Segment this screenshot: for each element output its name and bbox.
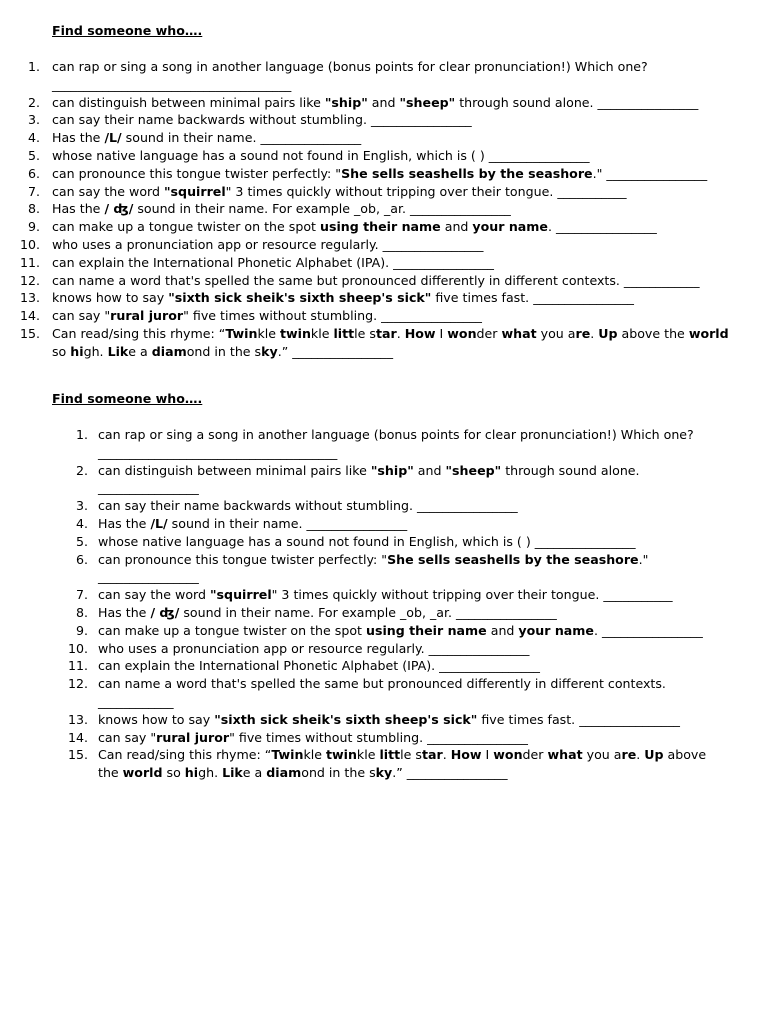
text-segment: can explain the International Phonetic Alphabet (IPA). ________________ bbox=[98, 658, 540, 674]
text-segment: e a bbox=[128, 343, 152, 359]
item-text bbox=[98, 622, 720, 640]
text-segment: . bbox=[636, 747, 645, 763]
text-segment: five times fast. ________________ bbox=[477, 711, 680, 727]
bold-phrase: world bbox=[688, 325, 729, 341]
text-segment: Has the bbox=[52, 130, 105, 146]
text-segment: can name a word that's spelled the same but pronounced differently in different contexts. ____________ bbox=[98, 676, 666, 709]
item-text bbox=[98, 533, 720, 551]
text-segment: . ________________ bbox=[593, 622, 703, 638]
text-segment: e a bbox=[242, 765, 267, 781]
text-segment: le s bbox=[400, 747, 422, 763]
text-segment: and bbox=[486, 622, 519, 638]
text-segment: sound in their name. For example _ob, _ar. ________________ bbox=[179, 604, 557, 620]
text-segment: Can read/sing this rhyme: “ bbox=[98, 747, 272, 763]
bold-phrase: re bbox=[575, 325, 591, 341]
item-text bbox=[98, 462, 720, 498]
list-item bbox=[0, 533, 720, 551]
list-item bbox=[0, 200, 730, 218]
item-number: 11. bbox=[19, 254, 40, 270]
text-segment: . ________________ bbox=[547, 219, 657, 235]
bold-phrase: / ʤ/ bbox=[150, 604, 180, 620]
item-text bbox=[52, 236, 730, 254]
text-segment: ." ________________ bbox=[592, 165, 708, 181]
bold-phrase: / ʤ/ bbox=[104, 201, 134, 217]
text-segment: can rap or sing a song in another language (bonus points for clear pronunciation!) Which one? ______________________________________ bbox=[98, 427, 694, 460]
text-segment: can say the word bbox=[98, 587, 210, 603]
text-segment: can make up a tongue twister on the spot bbox=[98, 622, 366, 638]
bold-phrase: ky bbox=[375, 765, 393, 781]
item-number: 7. bbox=[75, 587, 88, 603]
text-segment: you a bbox=[582, 747, 622, 763]
item-number: 2. bbox=[75, 462, 88, 478]
list-item bbox=[0, 426, 720, 462]
text-segment: ." ________________ bbox=[98, 551, 649, 585]
item-text bbox=[98, 426, 720, 462]
list-item bbox=[0, 462, 720, 498]
bold-phrase: litt bbox=[379, 747, 401, 763]
list-item bbox=[0, 58, 730, 94]
bold-phrase: Lik bbox=[107, 343, 129, 359]
list-item bbox=[0, 711, 720, 729]
item-text bbox=[98, 729, 720, 747]
list-item bbox=[0, 129, 730, 147]
bold-phrase: "sixth sick sheik's sixth sheep's sick" bbox=[214, 711, 478, 727]
text-segment: Has the bbox=[98, 604, 151, 620]
text-segment: and bbox=[367, 94, 400, 110]
bold-phrase: twin bbox=[325, 747, 357, 763]
item-text bbox=[52, 165, 730, 183]
item-text bbox=[98, 497, 720, 515]
list-item bbox=[0, 657, 720, 675]
text-segment: . bbox=[442, 747, 451, 763]
list-item bbox=[0, 622, 720, 640]
bold-phrase: Lik bbox=[222, 765, 243, 781]
text-segment: so bbox=[52, 343, 71, 359]
bold-phrase: Up bbox=[644, 747, 664, 763]
list-item bbox=[0, 746, 720, 782]
item-number: 3. bbox=[27, 112, 40, 128]
item-text bbox=[98, 586, 720, 604]
text-segment: " 3 times quickly without tripping over their tongue. ___________ bbox=[271, 587, 673, 603]
text-segment: kle bbox=[303, 747, 326, 763]
item-number: 15. bbox=[19, 325, 40, 341]
text-segment: .” ________________ bbox=[277, 343, 393, 359]
bold-phrase: rural juror bbox=[110, 308, 184, 324]
item-text bbox=[52, 325, 730, 361]
text-segment: and bbox=[440, 219, 473, 235]
item-number: 8. bbox=[75, 604, 88, 620]
item-text bbox=[52, 289, 730, 307]
item-text bbox=[98, 551, 720, 587]
item-number: 1. bbox=[27, 59, 40, 74]
bold-phrase: /L/ bbox=[150, 515, 168, 531]
text-segment: above the bbox=[617, 325, 689, 341]
text-segment: sound in their name. For example _ob, _ar. ________________ bbox=[133, 201, 511, 217]
text-segment: " 3 times quickly without tripping over their tongue. ___________ bbox=[225, 183, 627, 199]
item-number: 3. bbox=[75, 498, 88, 514]
bold-phrase: what bbox=[547, 747, 583, 763]
text-segment: kle bbox=[257, 325, 280, 341]
text-segment: knows how to say bbox=[98, 711, 215, 727]
list-item bbox=[0, 307, 730, 325]
list-item bbox=[0, 147, 730, 165]
item-number: 4. bbox=[27, 130, 40, 146]
list-item bbox=[0, 183, 730, 201]
item-number: 13. bbox=[67, 711, 88, 727]
section1-title: Find someone who…. bbox=[52, 23, 203, 38]
list-item bbox=[0, 236, 730, 254]
text-segment: can say the word bbox=[52, 183, 164, 199]
item-text bbox=[52, 147, 730, 165]
bold-phrase: ky bbox=[261, 343, 278, 359]
text-segment: knows how to say bbox=[52, 290, 169, 306]
bold-phrase: Twin bbox=[225, 325, 258, 341]
text-segment: .” ________________ bbox=[392, 765, 508, 781]
text-segment: der bbox=[522, 747, 548, 763]
item-text bbox=[52, 307, 730, 325]
item-number: 4. bbox=[75, 515, 88, 531]
bold-phrase: your name bbox=[472, 219, 548, 235]
bold-phrase: How bbox=[450, 747, 482, 763]
text-segment: can say " bbox=[52, 308, 111, 324]
text-segment: whose native language has a sound not found in English, which is ( ) ________________ bbox=[52, 147, 590, 163]
bold-phrase: "squirrel bbox=[210, 587, 272, 603]
item-number: 9. bbox=[27, 219, 40, 235]
text-segment: and bbox=[413, 462, 446, 478]
bold-phrase: tar bbox=[421, 747, 443, 763]
list-item bbox=[0, 515, 720, 533]
item-text bbox=[52, 58, 730, 94]
bold-phrase: won bbox=[493, 747, 523, 763]
bold-phrase: twin bbox=[279, 325, 311, 341]
bold-phrase: She sells seashells by the seashore bbox=[387, 551, 639, 567]
bold-phrase: "sixth sick sheik's sixth sheep's sick" bbox=[168, 290, 432, 306]
list-item bbox=[0, 272, 730, 290]
text-segment: ond in the s bbox=[186, 343, 262, 359]
text-segment: Can read/sing this rhyme: “ bbox=[52, 325, 226, 341]
list-item bbox=[0, 218, 730, 236]
list-item bbox=[0, 325, 730, 361]
bold-phrase: hi bbox=[70, 343, 84, 359]
item-text bbox=[52, 94, 730, 112]
text-segment: gh. bbox=[83, 343, 108, 359]
text-segment: le s bbox=[354, 325, 376, 341]
item-number: 10. bbox=[67, 640, 88, 656]
item-text bbox=[52, 183, 730, 201]
text-segment: you a bbox=[536, 325, 576, 341]
item-text bbox=[52, 272, 730, 290]
text-segment: can say their name backwards without stumbling. ________________ bbox=[98, 498, 518, 514]
item-number: 14. bbox=[67, 729, 88, 745]
text-segment: I bbox=[435, 325, 448, 341]
list-item bbox=[0, 551, 720, 587]
text-segment: Has the bbox=[98, 515, 151, 531]
item-text bbox=[52, 200, 730, 218]
text-segment: so bbox=[162, 765, 185, 781]
item-number: 13. bbox=[19, 290, 40, 306]
item-number: 12. bbox=[19, 272, 40, 288]
text-segment: above the bbox=[98, 747, 707, 781]
item-text bbox=[98, 515, 720, 533]
bold-phrase: "ship" bbox=[370, 462, 414, 478]
text-segment: ond in the s bbox=[301, 765, 376, 781]
text-segment: sound in their name. ________________ bbox=[167, 515, 408, 531]
text-segment: kle bbox=[356, 747, 380, 763]
text-segment: whose native language has a sound not found in English, which is ( ) ________________ bbox=[98, 533, 636, 549]
text-segment: Has the bbox=[52, 201, 105, 217]
bold-phrase: hi bbox=[184, 765, 199, 781]
text-segment: through sound alone. ________________ bbox=[98, 462, 640, 496]
item-number: 7. bbox=[27, 183, 40, 199]
list-item bbox=[0, 94, 730, 112]
bold-phrase: using their name bbox=[320, 219, 441, 235]
text-segment: . bbox=[590, 325, 599, 341]
text-segment: can make up a tongue twister on the spot bbox=[52, 219, 320, 235]
bold-phrase: your name bbox=[518, 622, 594, 638]
bold-phrase: re bbox=[621, 747, 637, 763]
bold-phrase: world bbox=[122, 765, 163, 781]
item-text bbox=[98, 711, 720, 729]
item-text bbox=[98, 604, 720, 622]
list-item bbox=[0, 729, 720, 747]
list-item bbox=[0, 586, 720, 604]
text-segment: can distinguish between minimal pairs like bbox=[98, 462, 371, 478]
bold-phrase: tar bbox=[375, 325, 397, 341]
item-number: 10. bbox=[19, 236, 40, 252]
bold-phrase: "sheep" bbox=[399, 94, 456, 110]
text-segment: can rap or sing a song in another language (bonus points for clear pronunciation!) Which one? ______________________________________ bbox=[52, 59, 648, 92]
text-segment: " five times without stumbling. ________________ bbox=[229, 729, 528, 745]
item-number: 2. bbox=[27, 94, 40, 110]
bold-phrase: won bbox=[447, 325, 477, 341]
item-number: 5. bbox=[27, 147, 40, 163]
text-segment: I bbox=[481, 747, 494, 763]
bold-phrase: "ship" bbox=[324, 94, 368, 110]
item-text bbox=[98, 640, 720, 658]
bold-phrase: Twin bbox=[271, 747, 304, 763]
item-text bbox=[52, 111, 730, 129]
item-text bbox=[52, 254, 730, 272]
item-number: 6. bbox=[27, 165, 40, 181]
item-number: 14. bbox=[19, 308, 40, 324]
item-number: 1. bbox=[75, 427, 88, 442]
text-segment: . bbox=[396, 325, 405, 341]
item-number: 9. bbox=[75, 622, 88, 638]
item-text bbox=[98, 746, 720, 782]
text-segment: der bbox=[476, 325, 502, 341]
bold-phrase: /L/ bbox=[104, 130, 122, 146]
list-item bbox=[0, 497, 720, 515]
section1-list bbox=[0, 58, 730, 361]
item-text bbox=[52, 218, 730, 236]
text-segment: who uses a pronunciation app or resource regularly. ________________ bbox=[52, 236, 484, 252]
list-item bbox=[0, 604, 720, 622]
bold-phrase: "sheep" bbox=[445, 462, 502, 478]
item-number: 12. bbox=[67, 676, 88, 692]
list-item bbox=[0, 675, 720, 711]
section2-title: Find someone who…. bbox=[52, 391, 203, 406]
text-segment: gh. bbox=[198, 765, 223, 781]
list-item bbox=[0, 165, 730, 183]
text-segment: " five times without stumbling. ________________ bbox=[183, 308, 482, 324]
bold-phrase: How bbox=[404, 325, 436, 341]
item-text bbox=[98, 675, 720, 711]
item-text bbox=[98, 657, 720, 675]
item-number: 5. bbox=[75, 533, 88, 549]
text-segment: can distinguish between minimal pairs like bbox=[52, 94, 325, 110]
item-number: 8. bbox=[27, 201, 40, 217]
bold-phrase: diam bbox=[151, 343, 187, 359]
bold-phrase: Up bbox=[598, 325, 618, 341]
item-number: 6. bbox=[75, 551, 88, 567]
text-segment: five times fast. ________________ bbox=[431, 290, 634, 306]
list-item bbox=[0, 254, 730, 272]
list-item bbox=[0, 289, 730, 307]
bold-phrase: "squirrel bbox=[164, 183, 226, 199]
text-segment: can say " bbox=[98, 729, 157, 745]
bold-phrase: using their name bbox=[366, 622, 487, 638]
bold-phrase: She sells seashells by the seashore bbox=[341, 165, 593, 181]
text-segment: kle bbox=[310, 325, 334, 341]
bold-phrase: litt bbox=[333, 325, 355, 341]
item-number: 15. bbox=[67, 747, 88, 763]
text-segment: through sound alone. ________________ bbox=[455, 94, 699, 110]
text-segment: can explain the International Phonetic Alphabet (IPA). ________________ bbox=[52, 254, 494, 270]
list-item bbox=[0, 111, 730, 129]
text-segment: can say their name backwards without stumbling. ________________ bbox=[52, 112, 472, 128]
text-segment: can pronounce this tongue twister perfectly: " bbox=[98, 551, 388, 567]
bold-phrase: what bbox=[501, 325, 537, 341]
bold-phrase: diam bbox=[266, 765, 302, 781]
text-segment: can name a word that's spelled the same but pronounced differently in different contexts. ____________ bbox=[52, 272, 700, 288]
item-number: 11. bbox=[67, 658, 88, 674]
section2-list bbox=[0, 426, 720, 782]
text-segment: sound in their name. ________________ bbox=[121, 130, 362, 146]
list-item bbox=[0, 640, 720, 658]
text-segment: can pronounce this tongue twister perfectly: " bbox=[52, 165, 342, 181]
bold-phrase: rural juror bbox=[156, 729, 230, 745]
item-text bbox=[52, 129, 730, 147]
text-segment: who uses a pronunciation app or resource regularly. ________________ bbox=[98, 640, 530, 656]
